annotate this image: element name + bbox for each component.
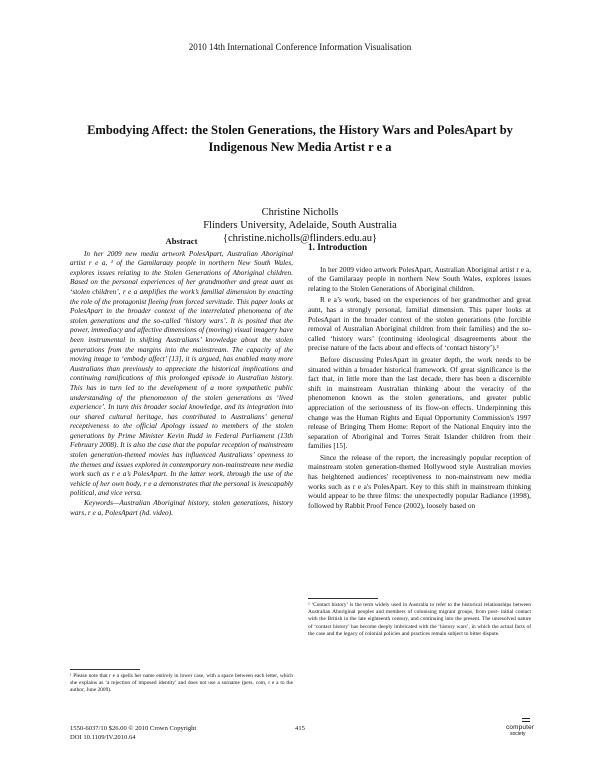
keywords: Keywords—Australian Aboriginal history, stolen generations, history wars, r e a, PolesApart (hd. video). [70, 498, 293, 517]
author-affiliation: Flinders University, Adelaide, South Australia [203, 220, 397, 231]
footnote-left: ¹ Please note that r e a spells her name entirely in lower case, with a space between each letter, which she explains as ‘a rejection of imposed identity’ and does not use a surname (pers. com, r e a to the author, June 2009). [70, 673, 293, 694]
introduction-heading: 1. Introduction [308, 242, 368, 252]
intro-paragraph: In her 2009 video artwork PolesApart, Australian Aboriginal artist r e a, of the Gamilaraay people in northern New South Wales, explores issues relating to the Stolen Generations of Aboriginal children. [308, 264, 531, 293]
introduction-column [308, 243, 531, 512]
page-number: 415 [295, 725, 305, 732]
intro-paragraph: R e a’s work, based on the experiences of her grandmother and great aunt, has a strongly personal, familial dimension. This paper looks at PolesApart in the broader context of the stolen generations (the forcible removal of Australian Aboriginal children from their families) and the so-called ‘history wars’ (continuing ideological disagreements about the precise nature of the facts about and effects of ‘contact history’).² [308, 295, 531, 353]
footer-copyright: 1550-6037/10 $26.00 © 2010 Crown Copyright [70, 725, 197, 732]
logo-bar-icon [522, 718, 530, 719]
intro-paragraph: Since the release of the report, the increasingly popular reception of mainstream stolen generation-themed Hollywood style Australian movies has heightened audiences' receptiveness to non-mainstream new media works such as r e a's PolesApart. Key to this shift in mainstream thinking would appear to be three films: the unexpectedly popular Radiance (1998), followed by Rabbit Proof Fence (2002), loosely based on [308, 452, 531, 510]
footer-doi[interactable]: DOI 10.1109/IV.2010.64 [70, 733, 136, 741]
author-email[interactable]: {christine.nicholls@flinders.edu.au} [222, 233, 378, 244]
abstract-text: In her 2009 new media artwork PolesApart, Australian Aboriginal artist r e a, ¹ of the Gamilaraay people in northern New South Wales, explores issues relating to the Stolen Generations of Aboriginal children. Based on the personal experiences of her grandmother and great aunt as ‘stolen children’, r e a amplifies the work’s familial dimension by enacting the role of the protagonist fleeing from forced servitude. This paper looks at PolesApart in the broader context of the interrelated phenomena of the stolen generations and the so-called ‘history wars’. It is posited that the power, immediacy and affective dimensions of (moving) visual imagery have been instrumental in shifting Australians’ knowledge about the stolen generations from the margins into the mainstream. The capacity of the moving image to ‘embody affect’ [13], it is argued, has enabled many more Australians than previously to appreciate the historical implications and continuing ramifications of this prolonged episode in Australian history. This has in turn led to the development of a more sympathetic public understanding of the phenomenon of the stolen generations as ‘lived experience’. In turn this broader social knowledge, and its integration into our shared cultural heritage, has contributed to Australians’ general receptiveness to the official Apology issued to members of the stolen generations by Prime Minister Kevin Rudd in Federal Parliament (13th February 2008). It is also the case that the popular reception of mainstream stolen generation-themed movies has influenced Australians’ openness to the themes and issues explored in contemporary non-mainstream new media work such as r e a’s PolesApart. In the latter work, through the use of the vehicle of her own body, r e a demonstrates that the personal is inescapably political, and vice versa. [70, 248, 293, 498]
logo-text-computer: computer [506, 724, 535, 731]
footnote-rule-left [70, 669, 140, 670]
conference-header: 2010 14th International Conference Information Visualisation [188, 42, 412, 52]
footnote-right: ² ‘Contact history’ is the term widely used in Australia to refer to the historical relationships between Australian Aboriginal peoples and members of colonising migrant groups, from post- initial contact with the British in the late eighteenth century, and continuing into the present. The unresolved nature of ‘contact history’ has become deeply imbricated with the ‘history wars’, in which the actual facts of the case and the legacy of colonial policies and practices remain subject to bitter dispute. [308, 602, 531, 637]
abstract-column [70, 237, 293, 517]
footnote-rule-right [308, 598, 378, 599]
computer-society-logo [500, 717, 546, 747]
logo-bar-icon [522, 721, 530, 722]
intro-paragraph: Before discussing PolesApart in greater depth, the work needs to be situated within a broader historical framework. Of great significance is the fact that, in little more than the last decade, there has been a discernible shift in mainstream Australian thinking about the veracity of the phenomenon known as the stolen generations, and greater public appreciation of the seriousness of its flow-on effects. Underpinning this change was the Human Rights and Equal Opportunity Commission's 1997 release of Bringing Them Home: Report of the National Enquiry into the separation of Aboriginal and Torres Strait Islander children from their families [15]. [308, 354, 531, 451]
author-name: Christine Nicholls [261, 207, 339, 218]
paper-title: Embodying Affect: the Stolen Generations, the History Wars and PolesApart by Indigenous New Media Artist r e a [87, 123, 513, 154]
logo-text-society: society [510, 731, 526, 737]
abstract-heading: Abstract [165, 236, 198, 246]
